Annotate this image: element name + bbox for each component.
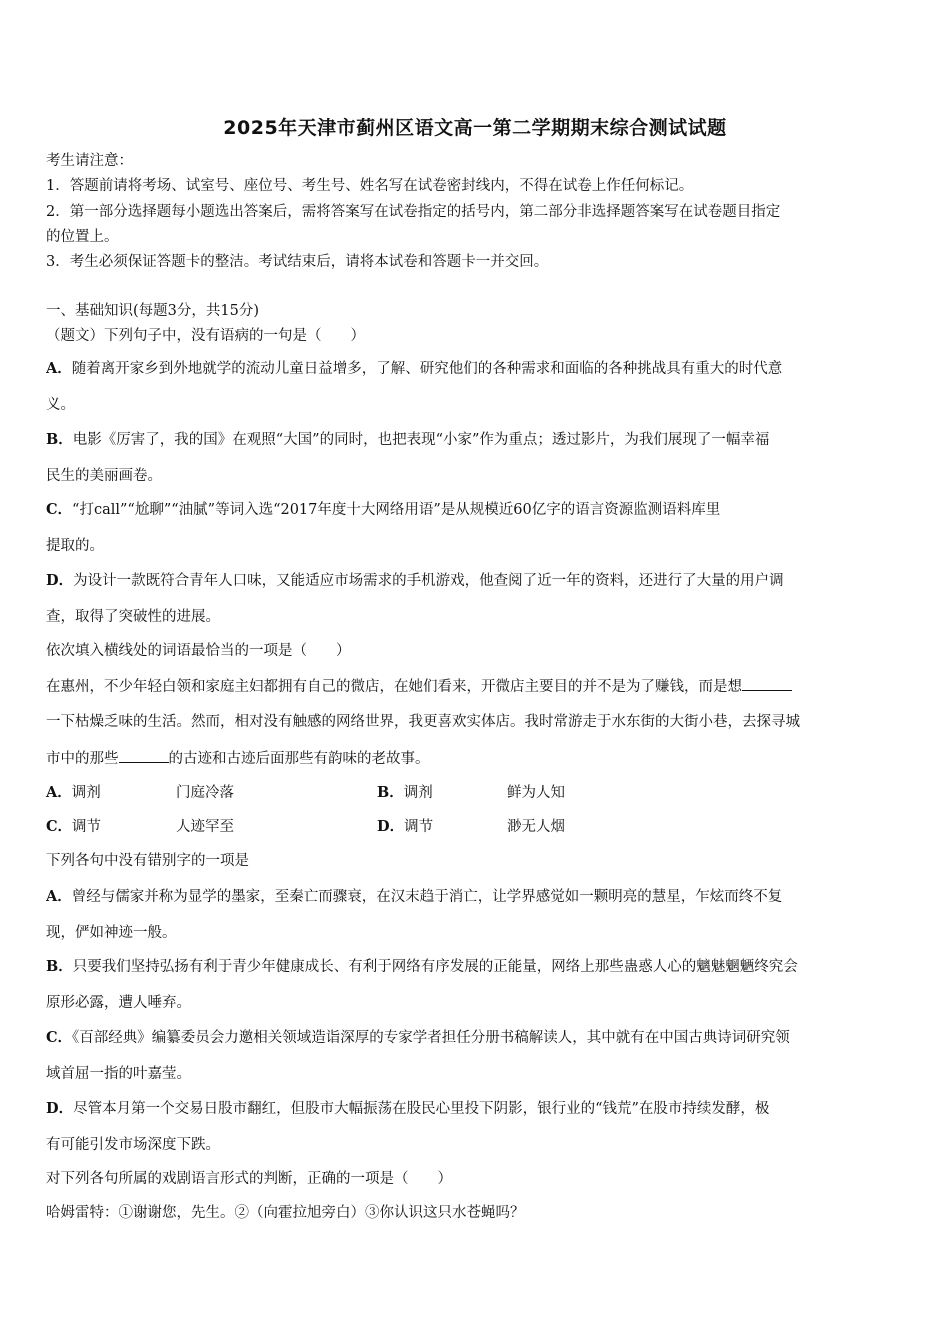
q2-passage-line-3 [46,748,908,769]
option-text: 《百部经典》编纂委员会力邀相关领域造诣深厚的专家学者担任分册书稿解读人，其中就有在中国古典诗词研究领 [72,1030,790,1046]
option-label: B． [46,431,73,448]
option-label: C． [46,501,73,518]
q2-option-b-label: B．调剂 [377,784,433,801]
q2-option-a-word: 门庭冷落 [176,785,234,801]
option-label: A． [46,888,72,905]
q2-option-c-word: 人迹罕至 [176,819,234,835]
q2-option-c-label: C．调节 [46,818,102,835]
option-text: 尽管本月第一个交易日股市翻红，但股市大幅振荡在股民心里投下阴影，银行业的“钱荒”在股市持续发酵，极 [73,1101,770,1117]
notice-item-2-cont: 的位置上。 [46,229,119,245]
q2-option-d-label: D．调节 [377,818,434,835]
q3-option-b-cont: 原形必露，遭人唾弃。 [46,995,191,1011]
q4-dialogue-line: 哈姆雷特：①谢谢您，先生。②（向霍拉旭旁白）③你认识这只水苍蝇吗？ [46,1205,525,1221]
q2-passage-line-2: 一下枯燥乏味的生活。然而，相对没有触感的网络世界，我更喜欢实体店。我时常游走于水东街的大街小巷，去探寻城 [46,714,800,730]
option-label: D． [46,1100,74,1117]
q2-stem: 依次填入横线处的词语最恰当的一项是（ ） [46,643,351,659]
q3-option-c [46,1028,908,1048]
q3-option-a-cont: 现，俨如神迹一般。 [46,925,177,941]
passage-text: 在惠州，不少年轻白领和家庭主妇都拥有自己的微店，在她们看来，开微店主要目的并不是为了赚钱，而是想 [46,679,742,695]
option-label: D． [46,572,74,589]
fill-blank-1 [742,676,792,691]
q3-option-a [46,887,908,907]
q3-option-d-cont: 有可能引发市场深度下跌。 [46,1137,220,1153]
notice-item-2: 2．第一部分选择题每小题选出答案后，需将答案写在试卷指定的括号内，第二部分非选择题答案写在试卷题目指定 [46,204,781,220]
option-text: 电影《厉害了，我的国》在观照“大国”的同时，也把表现“小家”作为重点；透过影片，为我们展现了一幅幸福 [72,432,770,448]
q2-option-a-label: A．调剂 [46,784,101,801]
option-text: “打call”“尬聊”“油腻”等词入选“2017年度十大网络用语”是从规模近60亿字的语言资源监测语料库里 [72,502,721,518]
q1-option-d [46,571,908,591]
q1-option-a-cont: 义。 [46,397,75,413]
section-heading: 一、基础知识(每题3分，共15分) [46,303,259,319]
option-text: 曾经与儒家并称为显学的墨家，至秦亡而骤衰，在汉末趋于消亡，让学界感觉如一颗明亮的慧星，乍炫而终不复 [71,889,783,905]
passage-text: 的古迹和古迹后面那些有韵味的老故事。 [168,751,430,767]
q3-option-b [46,957,908,977]
option-label: C． [46,1029,73,1046]
q2-option-d-word: 渺无人烟 [507,819,565,835]
option-text: 为设计一款既符合青年人口味，又能适应市场需求的手机游戏，他查阅了近一年的资料，还进行了大量的用户调 [73,573,784,589]
notice-heading: 考生请注意： [46,153,133,169]
notice-item-3: 3．考生必须保证答题卡的整洁。考试结束后，请将本试卷和答题卡一并交回。 [46,254,549,270]
q1-option-a [46,359,908,379]
q1-option-c [46,500,908,520]
page-title: 2025年天津市蓟州区语文高一第二学期期末综合测试试题 [223,117,727,139]
q3-stem: 下列各句中没有错别字的一项是 [46,853,249,869]
q1-option-d-cont: 查，取得了突破性的进展。 [46,609,220,625]
q2-passage-line-1 [46,676,908,697]
option-text: 随着离开家乡到外地就学的流动儿童日益增多，了解、研究他们的各种需求和面临的各种挑战具有重大的时代意 [71,361,783,377]
passage-text: 市中的那些 [46,751,119,767]
notice-item-1: 1．答题前请将考场、试室号、座位号、考生号、姓名写在试卷密封线内，不得在试卷上作任何标记。 [46,178,694,194]
q1-option-b-cont: 民生的美丽画卷。 [46,468,162,484]
q1-option-b [46,430,908,450]
q4-stem: 对下列各句所属的戏剧语言形式的判断，正确的一项是（ ） [46,1171,452,1187]
option-text: 只要我们坚持弘扬有利于青少年健康成长、有利于网络有序发展的正能量，网络上那些蛊惑人心的魑魅魍魉终究会 [72,959,798,975]
q2-option-b-word: 鲜为人知 [507,785,565,801]
q1-stem: （题文）下列句子中，没有语病的一句是（ ） [46,328,365,344]
q3-option-c-cont: 域首屈一指的叶嘉莹。 [46,1066,191,1082]
option-label: B． [46,958,73,975]
option-label: A． [46,360,72,377]
q3-option-d [46,1099,908,1119]
q1-option-c-cont: 提取的。 [46,538,104,554]
fill-blank-2 [119,748,169,763]
